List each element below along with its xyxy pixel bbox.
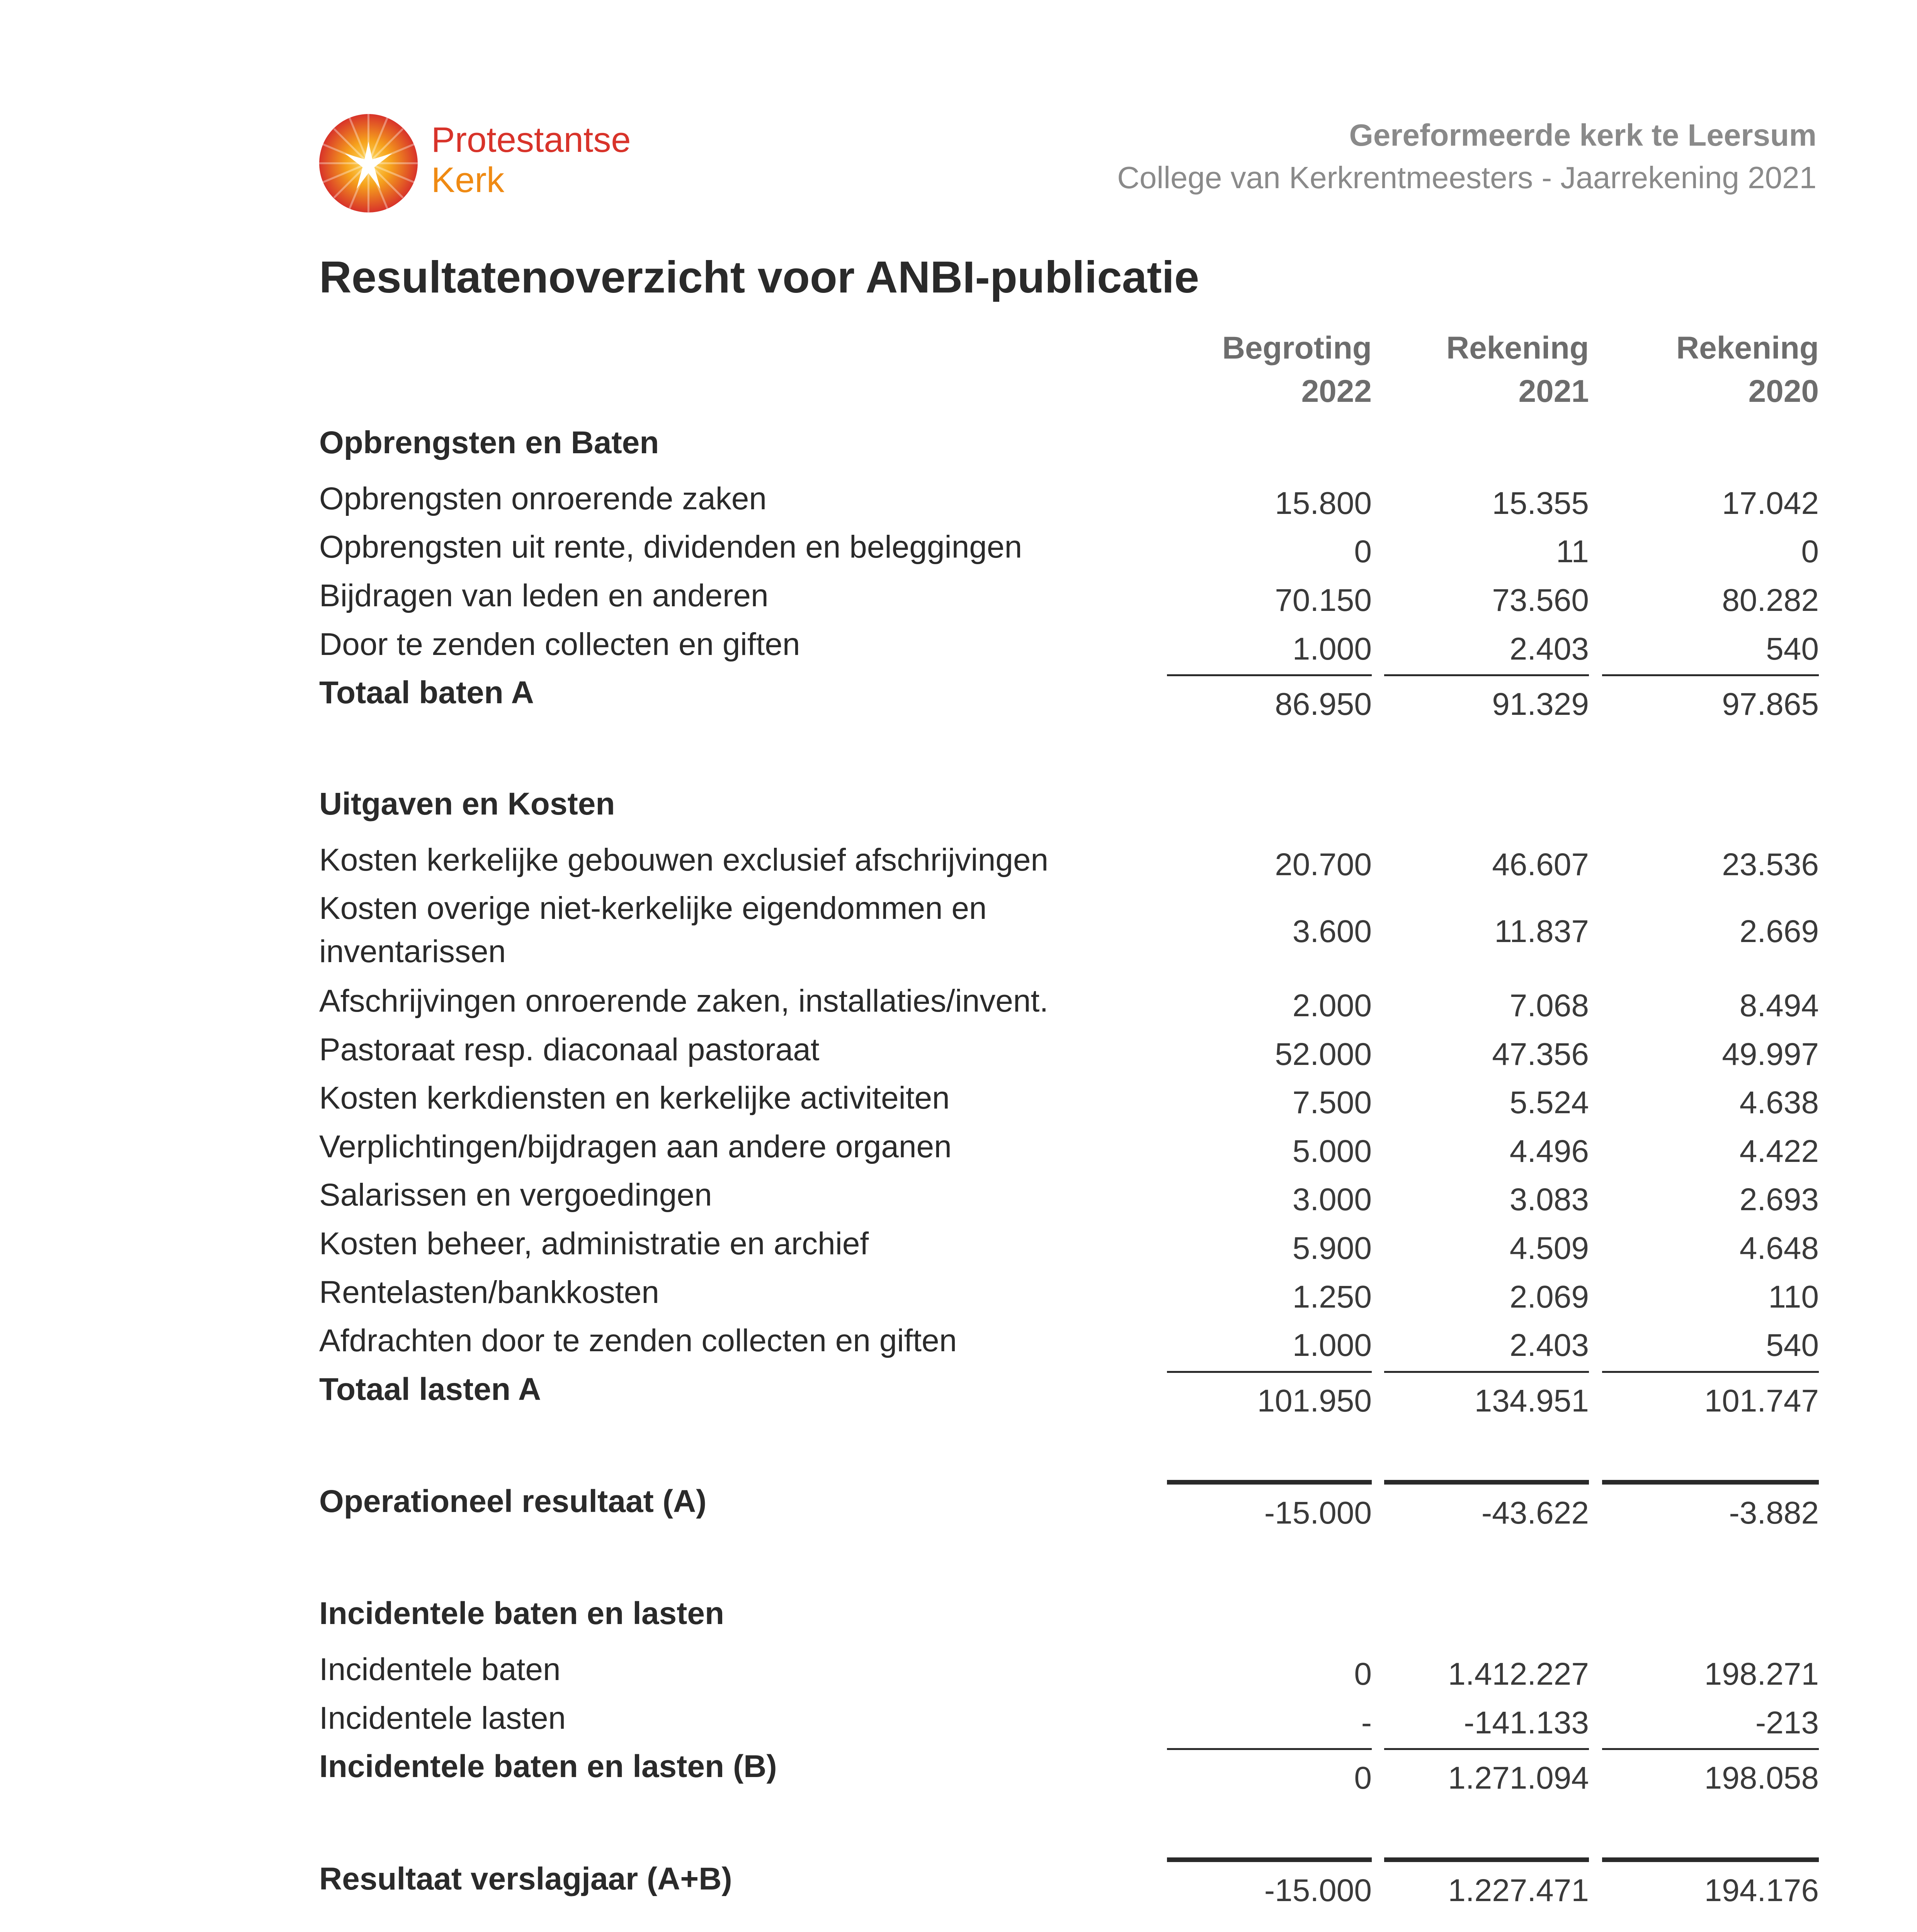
total-label: Totaal baten A [319,675,534,710]
subtotal-rule [1384,1748,1589,1750]
value-rekening-2020: 0 [1801,534,1819,569]
value-begroting-2022: 1.000 [1292,1328,1372,1363]
row-label: Opbrengsten uit rente, dividenden en beleggingen [319,529,1022,565]
row-label: Afdrachten door te zenden collecten en giften [319,1323,957,1358]
section-heading-label: Opbrengsten en Baten [319,425,659,460]
value-rekening-2020: 49.997 [1722,1037,1819,1072]
value-rekening-2020: 198.058 [1704,1760,1819,1796]
value-begroting-2022: 1.250 [1292,1279,1372,1315]
value-rekening-2021: 4.496 [1509,1134,1589,1169]
result-rule [1602,1857,1819,1862]
value-begroting-2022: 1.000 [1292,631,1372,667]
value-rekening-2020: -213 [1755,1705,1819,1740]
value-rekening-2020: 8.494 [1739,988,1819,1023]
value-rekening-2020: 2.669 [1739,914,1819,949]
row-label: Door te zenden collecten en giften [319,627,800,662]
page-title: Resultatenoverzicht voor ANBI-publicatie [319,252,1199,302]
value-rekening-2021: 7.068 [1509,988,1589,1023]
value-rekening-2021: 1.412.227 [1448,1656,1589,1692]
value-rekening-2020: 540 [1766,1328,1819,1363]
value-rekening-2020: 97.865 [1722,687,1819,722]
row-label: Incidentele lasten [319,1701,566,1736]
row-label: Kosten kerkdiensten en kerkelijke activiteiten [319,1080,950,1116]
logo-line2: Kerk [431,160,505,200]
value-begroting-2022: 15.800 [1275,486,1372,521]
result-rule [1167,1857,1372,1862]
value-rekening-2020: 194.176 [1704,1873,1819,1908]
value-rekening-2021: 2.403 [1509,1328,1589,1363]
row-label: Kosten overige niet-kerkelijke eigendommen en inventarissen [319,891,987,969]
value-rekening-2021: 3.083 [1509,1182,1589,1217]
row-label: Rentelasten/bankkosten [319,1275,659,1310]
column-header-line1: Begroting [1222,330,1372,366]
row-label: Salarissen en vergoedingen [319,1177,712,1213]
result-label: Operationeel resultaat (A) [319,1484,707,1519]
total-label: Totaal lasten A [319,1372,541,1407]
value-begroting-2022: -15.000 [1264,1495,1372,1531]
value-begroting-2022: -15.000 [1264,1873,1372,1908]
value-rekening-2021: 5.524 [1509,1085,1589,1120]
value-rekening-2020: 4.422 [1739,1134,1819,1169]
value-rekening-2021: 1.227.471 [1448,1873,1589,1908]
value-rekening-2020: 2.693 [1739,1182,1819,1217]
value-begroting-2022: 3.600 [1292,914,1372,949]
subtotal-rule [1167,674,1372,676]
row-label: Incidentele baten [319,1652,561,1687]
result-rule [1384,1857,1589,1862]
value-begroting-2022: - [1361,1705,1372,1740]
organization-name: Gereformeerde kerk te Leersum [1349,118,1817,152]
value-begroting-2022: 101.950 [1257,1383,1372,1418]
row-label: Kosten beheer, administratie en archief [319,1226,869,1261]
column-header-line2: 2021 [1518,374,1589,409]
value-rekening-2020: 4.638 [1739,1085,1819,1120]
value-rekening-2021: 2.069 [1509,1279,1589,1315]
value-begroting-2022: 0 [1354,534,1372,569]
row-label: Opbrengsten onroerende zaken [319,481,767,516]
value-begroting-2022: 2.000 [1292,988,1372,1023]
subtotal-rule [1602,1748,1819,1750]
subtotal-rule [1384,1371,1589,1373]
value-begroting-2022: 86.950 [1275,687,1372,722]
value-begroting-2022: 5.000 [1292,1134,1372,1169]
value-rekening-2020: 101.747 [1704,1383,1819,1418]
result-rule [1602,1480,1819,1485]
subtotal-rule [1167,1371,1372,1373]
column-header-line2: 2020 [1748,374,1819,409]
result-label: Resultaat verslagjaar (A+B) [319,1861,732,1896]
value-rekening-2020: -3.882 [1729,1495,1819,1531]
result-rule [1167,1480,1372,1485]
value-rekening-2021: 11.837 [1494,914,1589,949]
total-label: Incidentele baten en lasten (B) [319,1749,777,1784]
section-heading-label: Uitgaven en Kosten [319,786,615,821]
subtotal-rule [1602,1371,1819,1373]
value-begroting-2022: 20.700 [1275,847,1372,882]
subtotal-rule [1167,1748,1372,1750]
value-begroting-2022: 0 [1354,1760,1372,1796]
value-rekening-2020: 540 [1766,631,1819,667]
value-rekening-2021: 4.509 [1509,1231,1589,1266]
value-begroting-2022: 70.150 [1275,583,1372,618]
value-rekening-2021: 134.951 [1474,1383,1589,1418]
subtotal-rule [1384,674,1589,676]
document-subtitle: College van Kerkrentmeesters - Jaarrekening 2021 [1117,160,1817,195]
value-rekening-2021: -141.133 [1464,1705,1589,1740]
value-rekening-2020: 110 [1768,1279,1819,1315]
logo-line1: Protestantse [431,120,631,160]
value-rekening-2020: 80.282 [1722,583,1819,618]
row-label: Verplichtingen/bijdragen aan andere organen [319,1129,952,1164]
value-rekening-2021: 15.355 [1492,486,1589,521]
row-label: Pastoraat resp. diaconaal pastoraat [319,1032,820,1067]
value-rekening-2021: 91.329 [1492,687,1589,722]
value-rekening-2021: 46.607 [1492,847,1589,882]
value-begroting-2022: 0 [1354,1656,1372,1692]
result-rule [1384,1480,1589,1485]
value-begroting-2022: 3.000 [1292,1182,1372,1217]
value-rekening-2021: 2.403 [1509,631,1589,667]
value-rekening-2021: 1.271.094 [1448,1760,1589,1796]
value-begroting-2022: 5.900 [1292,1231,1372,1266]
subtotal-rule [1602,674,1819,676]
value-rekening-2020: 198.271 [1704,1656,1819,1692]
row-label: Kosten kerkelijke gebouwen exclusief afschrijvingen [319,842,1049,878]
value-rekening-2021: -43.622 [1481,1495,1589,1531]
column-header-line1: Rekening [1676,330,1819,366]
value-rekening-2020: 17.042 [1722,486,1819,521]
value-begroting-2022: 52.000 [1275,1037,1372,1072]
value-rekening-2020: 23.536 [1722,847,1819,882]
value-rekening-2021: 11 [1556,534,1589,569]
value-rekening-2021: 47.356 [1492,1037,1589,1072]
value-begroting-2022: 7.500 [1292,1085,1372,1120]
row-label: Afschrijvingen onroerende zaken, installaties/invent. [319,983,1049,1019]
column-header-line2: 2022 [1301,374,1372,409]
value-rekening-2021: 73.560 [1492,583,1589,618]
value-rekening-2020: 4.648 [1739,1231,1819,1266]
column-header-line1: Rekening [1446,330,1589,366]
section-heading-label: Incidentele baten en lasten [319,1596,725,1631]
row-label: Bijdragen van leden en anderen [319,578,769,613]
